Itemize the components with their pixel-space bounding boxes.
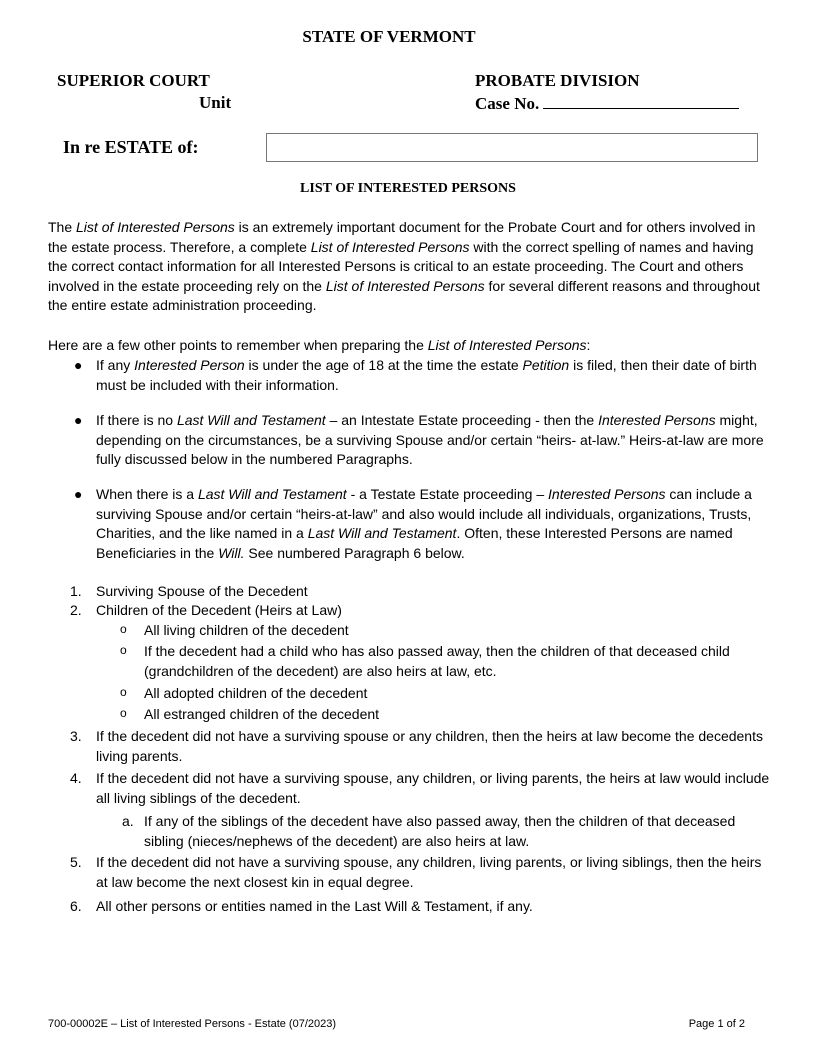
intro-paragraph: The List of Interested Persons is an extremely important document for the Probate Court and for others involved in the estate process. Therefore, a complete List of Interested Persons with the correct spelling of names and having the correct contact information for all Interested Persons is critical to an estate proceeding. The Court and others involved in the estate proceeding rely on the List of Interested Persons for several different reasons and throughout the entire estate administration proceeding. <box>48 219 760 313</box>
bullet-icon: ● <box>74 357 83 373</box>
bullet-icon: ● <box>74 486 83 502</box>
numbered-item: 6. All other persons or entities named in the Last Will & Testament, if any. <box>70 898 533 914</box>
circle-bullet-icon: o <box>120 643 127 657</box>
points-intro: Here are a few other points to remember when preparing the List of Interested Persons: <box>48 337 591 353</box>
sub-list-item: o All living children of the decedent <box>120 622 349 638</box>
numbered-item: 2. Children of the Decedent (Heirs at Law) <box>70 602 342 618</box>
state-title: STATE OF VERMONT <box>302 27 476 46</box>
case-number-label: Case No. <box>475 94 540 113</box>
bullet-icon: ● <box>74 412 83 428</box>
sub-list-item: o If the decedent had a child who has also passed away, then the children of that deceased child (grandchildren of the decedent) are also heirs at law, etc. <box>120 643 730 679</box>
circle-bullet-icon: o <box>120 622 127 636</box>
division-name: PROBATE DIVISION <box>475 71 640 90</box>
numbered-item: 3. If the decedent did not have a surviving spouse or any children, then the heirs at law become the decedents living parents. <box>70 728 763 764</box>
court-name: SUPERIOR COURT <box>57 71 210 90</box>
case-number <box>475 92 739 115</box>
bullet-item: ● If there is no Last Will and Testament – an Intestate Estate proceeding - then the Interested Persons might, depending on the circumstances, be a surviving Spouse and/or certain “heirs- at-law.” Heirs-at-law are more fully discussed below in the numbered Paragraphs. <box>74 412 764 467</box>
bullet-item: ● When there is a Last Will and Testament - a Testate Estate proceeding – Interested Persons can include a surviving Spouse and/or certain “heirs-at-law” and also would include all individuals, organizations, Trusts, Charities, and the like named in a Last Will and Testament. Often, these Interested Persons are named Beneficiaries in the Will. See numbered Paragraph 6 below. <box>74 486 752 561</box>
unit-label: Unit <box>199 93 232 112</box>
bullet-item: ● If any Interested Person is under the age of 18 at the time the estate Petition is filed, then their date of birth must be included with their information. <box>74 357 757 393</box>
numbered-item: 1. Surviving Spouse of the Decedent <box>70 583 308 599</box>
numbered-item: 4. If the decedent did not have a surviving spouse, any children, or living parents, the heirs at law would include all living siblings of the decedent. <box>70 770 770 806</box>
circle-bullet-icon: o <box>120 706 127 720</box>
page-title: LIST OF INTERESTED PERSONS <box>300 181 516 196</box>
estate-label: In re ESTATE of: <box>63 137 199 157</box>
sub-list-item: o All adopted children of the decedent <box>120 685 368 701</box>
sub-list-item: o All estranged children of the decedent <box>120 706 380 722</box>
estate-name-field[interactable] <box>266 133 758 162</box>
sub-list-item: a. If any of the siblings of the decedent have also passed away, then the children of that deceased sibling (nieces/nephews of the decedent) are also heirs at law. <box>122 813 736 849</box>
numbered-item: 5. If the decedent did not have a surviving spouse, any children, living parents, or living siblings, then the heirs at law become the next closest kin in equal degree. <box>70 854 762 890</box>
case-number-line[interactable] <box>543 92 739 109</box>
page-number: Page 1 of 2 <box>688 1018 745 1030</box>
form-number: 700-00002E – List of Interested Persons - Estate (07/2023) <box>48 1018 337 1030</box>
circle-bullet-icon: o <box>120 685 127 699</box>
